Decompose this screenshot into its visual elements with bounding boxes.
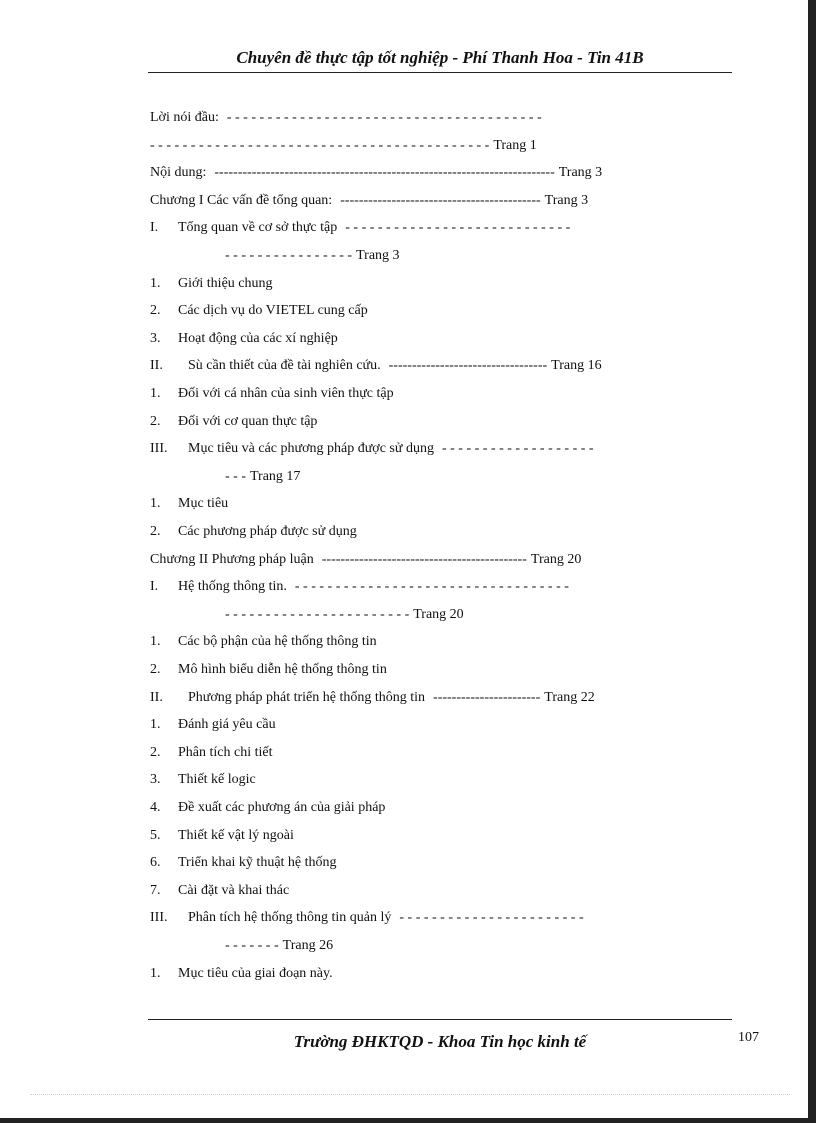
toc-number: 3. xyxy=(150,330,161,346)
toc-title: Nội dung: xyxy=(150,165,207,181)
toc-title: Các bộ phận của hệ thống thông tin xyxy=(178,634,377,650)
toc-number: 1. xyxy=(150,965,161,981)
running-footer: Trường ĐHKTQD - Khoa Tin học kinh tế xyxy=(293,1032,587,1051)
footer-rule xyxy=(148,1019,732,1020)
toc-leader: - - - - - - - - - - - - - - - - - - - - - - - - - - - - - - - - - - - - - - - - - - xyxy=(150,137,490,153)
toc-number: 4. xyxy=(150,800,161,815)
toc-number: 3. xyxy=(150,772,161,788)
page-number: 107 xyxy=(738,1030,759,1045)
toc-leader: -------------------------------------------- xyxy=(321,551,527,567)
toc-page-ref: Trang 3 xyxy=(356,248,400,263)
toc-title: Đối với cơ quan thực tập xyxy=(178,413,318,429)
toc-number: 2. xyxy=(150,744,161,760)
toc-line xyxy=(150,439,594,459)
toc-leader: - - - xyxy=(225,468,246,484)
toc-title: Thiết kế vật lý ngoài xyxy=(178,827,294,843)
toc-title: Cài đặt và khai thác xyxy=(178,882,290,898)
toc-line xyxy=(150,908,584,928)
toc-line xyxy=(150,853,337,873)
toc-line xyxy=(150,494,228,514)
toc-number: 2. xyxy=(150,303,161,319)
page-shadow-right xyxy=(808,0,816,1123)
toc-page-ref: Trang 17 xyxy=(250,468,301,484)
toc-title: Sù cần thiết của đề tài nghiên cứu. xyxy=(188,358,381,374)
toc-leader: - - - - - - - - - - - - - - - - - - - - - - - xyxy=(225,606,410,622)
toc-line xyxy=(150,412,317,432)
toc-line xyxy=(150,301,368,321)
toc-title: Hoạt động của các xí nghiệp xyxy=(178,330,338,346)
toc-page-ref: Trang 1 xyxy=(493,137,537,153)
toc-leader: - - - - - - - - - - - - - - - - - - - xyxy=(441,441,594,457)
toc-title: Mục tiêu và các phương pháp được sử dụng xyxy=(188,441,434,457)
toc-leader: - - - - - - - - - - - - - - - - - - - - - - - xyxy=(399,910,584,926)
toc-number: III. xyxy=(150,910,168,926)
toc-line xyxy=(150,688,595,708)
toc-line xyxy=(150,826,294,846)
toc-leader: - - - - - - - xyxy=(225,938,279,953)
toc-title: Đề xuất các phương án của giải pháp xyxy=(178,800,386,815)
toc-leader: ----------------------- xyxy=(433,689,541,705)
toc-line xyxy=(150,715,276,735)
toc-title: Lời nói đầu: xyxy=(150,110,219,125)
toc-line xyxy=(150,163,602,183)
toc-leader: - - - - - - - - - - - - - - - - - - - - - - - - - - - - - - - - - - - - - - - xyxy=(226,110,542,125)
toc-number: 2. xyxy=(150,413,161,429)
toc-title: Phương pháp phát triển hệ thống thông tin xyxy=(188,689,426,705)
toc-line xyxy=(150,108,542,128)
toc-number: 5. xyxy=(150,827,161,843)
running-header: Chuyên đề thực tập tốt nghiệp - Phí Thanh Hoa - Tin 41B xyxy=(236,48,644,67)
toc-line xyxy=(150,881,289,901)
toc-line xyxy=(150,384,394,404)
toc-title: Mô hình biểu diễn hệ thống thông tin xyxy=(178,662,387,677)
header-rule xyxy=(148,72,732,73)
toc-title: Tổng quan về cơ sở thực tập xyxy=(178,220,338,236)
toc-line xyxy=(150,522,357,542)
toc-line xyxy=(150,964,333,984)
toc-number: 1. xyxy=(150,386,161,401)
toc-line xyxy=(150,770,256,790)
toc-page-ref: Trang 3 xyxy=(544,192,589,208)
toc-leader: ------------------------------------------------------------------------- xyxy=(214,165,555,181)
toc-line xyxy=(150,218,570,238)
toc-title: Đánh giá yêu cầu xyxy=(178,717,276,733)
toc-line xyxy=(225,936,333,956)
toc-title: Phân tích chi tiết xyxy=(178,744,273,760)
toc-line xyxy=(225,467,300,487)
toc-title: Chương II Phương pháp luận xyxy=(150,551,314,567)
toc-leader: ---------------------------------- xyxy=(388,358,548,374)
toc-line xyxy=(225,605,464,625)
toc-line xyxy=(150,632,377,652)
toc-title: Các phương pháp được sử dụng xyxy=(178,524,357,539)
toc-title: Phân tích hệ thống thông tin quản lý xyxy=(188,910,392,926)
toc-title: Hệ thống thông tin. xyxy=(178,579,287,595)
toc-line xyxy=(225,246,400,266)
toc-title: Các dịch vụ do VIETEL cung cấp xyxy=(178,303,368,319)
toc-title: Giới thiệu chung xyxy=(178,275,273,291)
toc-title: Thiết kế logic xyxy=(178,772,256,788)
toc-title: Mục tiêu xyxy=(178,496,229,512)
toc-line xyxy=(150,136,537,156)
toc-number: 7. xyxy=(150,882,161,898)
toc-number: III. xyxy=(150,441,168,457)
toc-line xyxy=(150,191,588,211)
toc-line xyxy=(150,356,602,376)
toc-line xyxy=(150,274,273,294)
toc-line xyxy=(150,743,272,763)
toc-leader: - - - - - - - - - - - - - - - - - - - - - - - - - - - - - - - - - - xyxy=(294,579,569,595)
toc-line xyxy=(150,329,338,349)
toc-line xyxy=(150,550,581,570)
toc-page-ref: Trang 26 xyxy=(282,938,334,953)
page-shadow-bottom xyxy=(0,1118,816,1123)
toc-page-ref: Trang 22 xyxy=(544,689,595,705)
toc-number: II. xyxy=(150,689,163,705)
toc-number: 1. xyxy=(150,717,161,733)
toc-leader: - - - - - - - - - - - - - - - - xyxy=(225,248,353,263)
toc-page-ref: Trang 3 xyxy=(558,165,603,181)
page-dotted-border xyxy=(30,1094,790,1095)
toc-line xyxy=(150,660,387,680)
toc-number: 6. xyxy=(150,855,161,871)
toc-number: 1. xyxy=(150,634,161,650)
toc-number: II. xyxy=(150,358,163,374)
toc-title: Mục tiêu của giai đoạn này. xyxy=(178,965,333,981)
toc-leader: ------------------------------------------- xyxy=(340,192,541,208)
toc-number: 2. xyxy=(150,524,161,539)
toc-title: Đối với cá nhân của sinh viên thực tập xyxy=(178,386,394,401)
toc-page-ref: Trang 20 xyxy=(413,606,464,622)
toc-number: 1. xyxy=(150,275,161,291)
toc-line xyxy=(150,577,569,597)
toc-number: I. xyxy=(150,579,159,595)
toc-number: 1. xyxy=(150,496,161,512)
toc-leader: - - - - - - - - - - - - - - - - - - - - - - - - - - - - xyxy=(345,220,571,236)
toc-title: Chương I Các vấn đề tổng quan: xyxy=(150,192,333,208)
toc-number: 2. xyxy=(150,662,161,677)
toc-page-ref: Trang 16 xyxy=(551,358,602,374)
toc-page-ref: Trang 20 xyxy=(530,551,582,567)
toc-line xyxy=(150,798,385,818)
toc-number: I. xyxy=(150,220,159,236)
toc-title: Triển khai kỹ thuật hệ thống xyxy=(178,855,337,871)
